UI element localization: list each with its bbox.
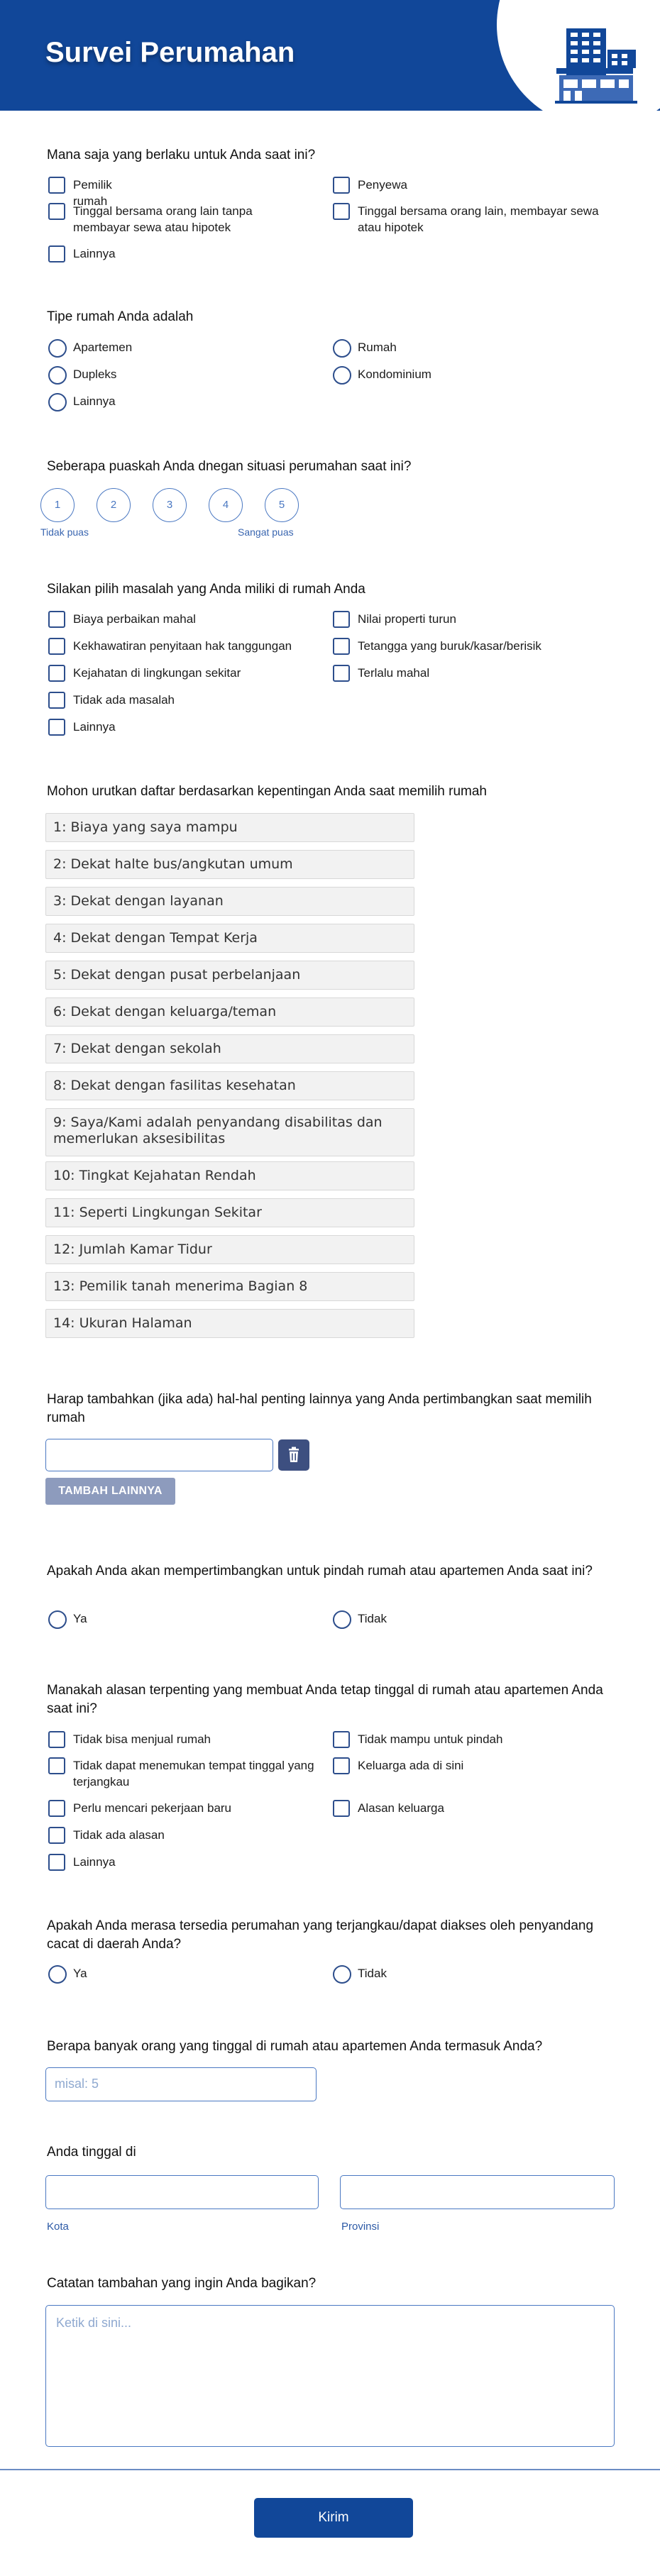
rank-item[interactable]: 1: Biaya yang saya mampu	[45, 813, 414, 842]
building-icon	[554, 21, 639, 106]
question-label: Berapa banyak orang yang tinggal di rumah atau apartemen Anda termasuk Anda?	[47, 2039, 543, 2054]
rank-item[interactable]: 11: Seperti Lingkungan Sekitar	[45, 1198, 414, 1227]
other-consideration-input[interactable]	[45, 1439, 273, 1471]
question-additional-notes	[47, 2274, 615, 2293]
question-label: Catatan tambahan yang ingin Anda bagikan?	[47, 2276, 317, 2291]
question-label: Harap tambahkan (jika ada) hal-hal penting lainnya yang Anda pertimbangkan saat memilih rumah	[47, 1392, 592, 1425]
rating-5[interactable]: 5	[265, 488, 299, 522]
question-label: Mohon urutkan daftar berdasarkan kepentingan Anda saat memilih rumah	[47, 784, 487, 799]
question-location	[47, 2143, 615, 2162]
question-household-count	[47, 2038, 615, 2056]
rank-item[interactable]: 13: Pemilik tanah menerima Bagian 8	[45, 1272, 414, 1301]
province-input[interactable]	[340, 2175, 615, 2209]
question-label: Anda tinggal di	[47, 2145, 136, 2160]
rank-item[interactable]: 14: Ukuran Halaman	[45, 1309, 414, 1338]
rank-item[interactable]: 4: Dekat dengan Tempat Kerja	[45, 924, 414, 953]
question-ranking	[47, 783, 615, 801]
delete-button[interactable]	[278, 1439, 309, 1471]
rank-item[interactable]: 2: Dekat halte bus/angkutan umum	[45, 850, 414, 879]
rank-item[interactable]: 12: Jumlah Kamar Tidur	[45, 1235, 414, 1264]
trash-icon	[278, 1439, 309, 1471]
question-current-situation	[47, 146, 615, 165]
question-problems	[47, 580, 615, 599]
city-label: Kota	[47, 2221, 69, 2233]
rating-3[interactable]: 3	[153, 488, 187, 522]
question-house-type	[47, 308, 615, 326]
question-accessible-housing	[47, 1917, 607, 1954]
question-label: Manakah alasan terpenting yang membuat Anda tetap tinggal di rumah atau apartemen Anda saat ini?	[47, 1683, 603, 1716]
rating-1[interactable]: 1	[40, 488, 75, 522]
question-label: Mana saja yang berlaku untuk Anda saat ini?	[47, 148, 316, 162]
page-title: Survei Perumahan	[45, 37, 295, 68]
question-satisfaction	[47, 458, 615, 476]
question-reason-staying	[47, 1681, 607, 1718]
rank-item[interactable]: 3: Dekat dengan layanan	[45, 887, 414, 916]
city-input[interactable]	[45, 2175, 319, 2209]
rank-item[interactable]: 9: Saya/Kami adalah penyandang disabilitas dan memerlukan aksesibilitas	[45, 1108, 414, 1156]
rating-4[interactable]: 4	[209, 488, 243, 522]
rating-min-label: Tidak puas	[40, 526, 89, 538]
question-label: Apakah Anda akan mempertimbangkan untuk pindah rumah atau apartemen Anda saat ini?	[47, 1564, 593, 1579]
rating-max-label: Sangat puas	[238, 526, 294, 538]
submit-button[interactable]: Kirim	[254, 2498, 413, 2538]
rank-item[interactable]: 5: Dekat dengan pusat perbelanjaan	[45, 961, 414, 990]
rank-item[interactable]: 6: Dekat dengan keluarga/teman	[45, 997, 414, 1027]
additional-notes-textarea[interactable]: Ketik di sini...	[45, 2305, 615, 2447]
province-label: Provinsi	[341, 2221, 380, 2233]
question-consider-moving	[47, 1562, 607, 1581]
footer-divider	[0, 2469, 660, 2470]
form-header	[0, 0, 660, 111]
question-label: Seberapa puaskah Anda dnegan situasi perumahan saat ini?	[47, 459, 412, 474]
rank-item[interactable]: 10: Tingkat Kejahatan Rendah	[45, 1161, 414, 1190]
add-more-button[interactable]: TAMBAH LAINNYA	[45, 1478, 175, 1505]
household-count-input[interactable]: misal: 5	[45, 2067, 317, 2101]
question-label: Apakah Anda merasa tersedia perumahan yang terjangkau/dapat diakses oleh penyandang cacat di daerah Anda?	[47, 1918, 594, 1952]
question-label: Tipe rumah Anda adalah	[47, 309, 194, 324]
rank-item[interactable]: 8: Dekat dengan fasilitas kesehatan	[45, 1071, 414, 1100]
rating-2[interactable]: 2	[97, 488, 131, 522]
question-label: Silakan pilih masalah yang Anda miliki di rumah Anda	[47, 582, 365, 597]
question-other-considerations	[47, 1391, 607, 1427]
rank-item[interactable]: 7: Dekat dengan sekolah	[45, 1034, 414, 1063]
